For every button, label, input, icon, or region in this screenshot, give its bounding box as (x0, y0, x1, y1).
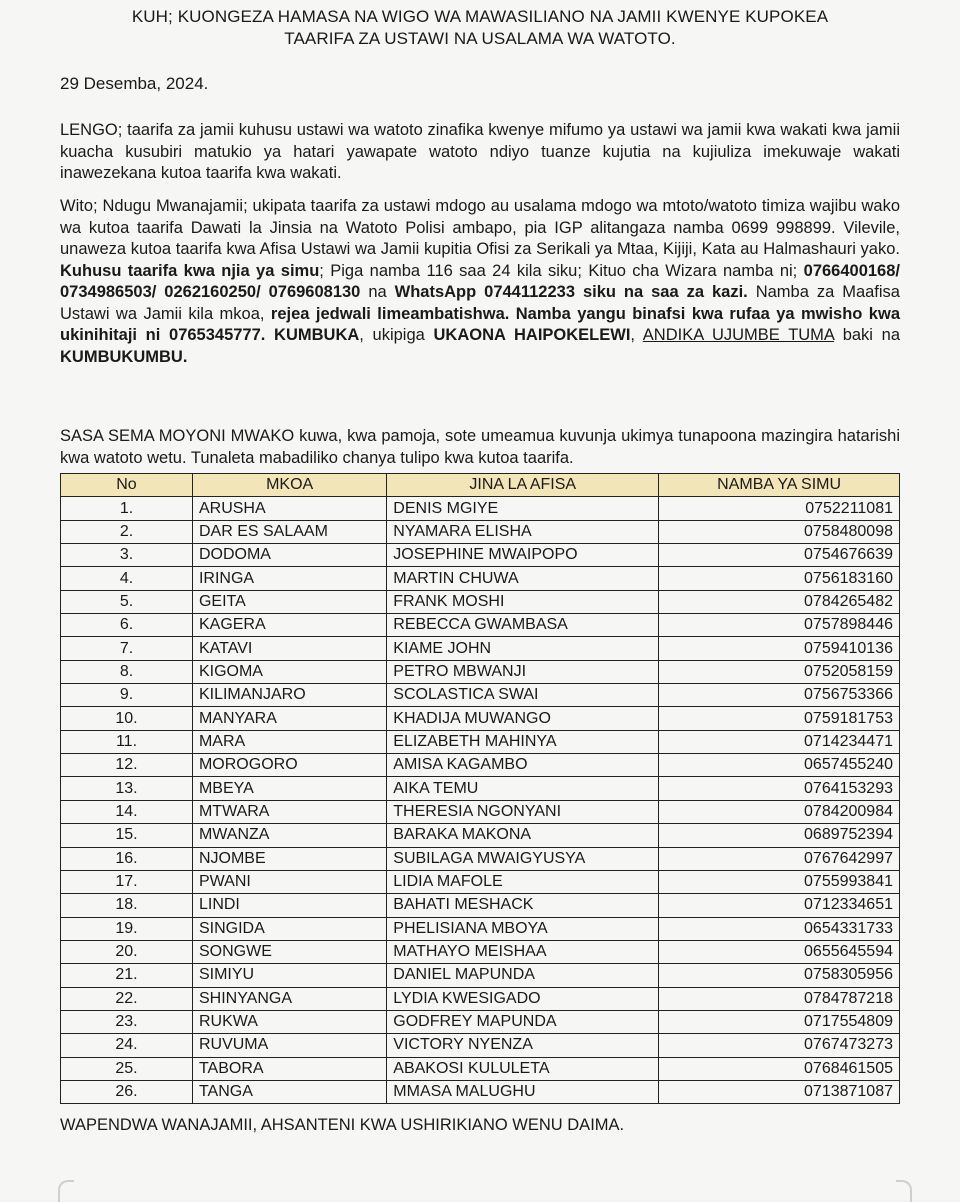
officer-name-cell: SUBILAGA MWAIGYUSYA (387, 847, 659, 870)
region-cell: LINDI (192, 894, 386, 917)
officer-name-cell: BAHATI MESHACK (387, 894, 659, 917)
table-row (61, 870, 900, 893)
region-cell: RUVUMA (192, 1034, 386, 1057)
region-cell: DODOMA (192, 544, 386, 567)
region-cell: MANYARA (192, 707, 386, 730)
row-number: 5. (61, 590, 193, 613)
region-cell: TANGA (192, 1080, 386, 1103)
lengo-paragraph (60, 120, 900, 185)
phone-cell: 0757898446 (659, 614, 900, 637)
row-number: 16. (61, 847, 193, 870)
table-row (61, 1057, 900, 1080)
phone-cell: 0754676639 (659, 544, 900, 567)
row-number: 15. (61, 824, 193, 847)
wito-paragraph (60, 196, 900, 368)
row-number: 21. (61, 964, 193, 987)
table-row (61, 754, 900, 777)
wito-text: Namba za Maafisa Ustawi wa Jamii kila mkoa, (60, 283, 900, 323)
row-number: 23. (61, 1010, 193, 1033)
row-number: 4. (61, 567, 193, 590)
row-number: 12. (61, 754, 193, 777)
region-cell: RUKWA (192, 1010, 386, 1033)
region-cell: IRINGA (192, 567, 386, 590)
table-row (61, 894, 900, 917)
record-note: KUMBUKUMBU. (60, 347, 188, 366)
officer-name-cell: GODFREY MAPUNDA (387, 1010, 659, 1033)
phone-cell: 0655645594 (659, 940, 900, 963)
region-cell: TABORA (192, 1057, 386, 1080)
officer-name-cell: AMISA KAGAMBO (387, 754, 659, 777)
phone-cell: 0689752394 (659, 824, 900, 847)
wito-label: Wito; (60, 197, 98, 215)
region-cell: NJOMBE (192, 847, 386, 870)
row-number: 9. (61, 684, 193, 707)
officer-name-cell: ABAKOSI KULULETA (387, 1057, 659, 1080)
row-number: 18. (61, 894, 193, 917)
phone-cell: 0752058159 (659, 660, 900, 683)
region-cell: KATAVI (192, 637, 386, 660)
region-cell: KIGOMA (192, 660, 386, 683)
table-row (61, 567, 900, 590)
region-cell: MWANZA (192, 824, 386, 847)
table-row (61, 684, 900, 707)
region-cell: KAGERA (192, 614, 386, 637)
officer-name-cell: PHELISIANA MBOYA (387, 917, 659, 940)
table-row (61, 847, 900, 870)
officer-name-cell: JOSEPHINE MWAIPOPO (387, 544, 659, 567)
wito-text: ; Piga namba 116 saa 24 kila siku; Kituo cha Wizara namba ni; (319, 261, 804, 280)
table-body (61, 497, 900, 1104)
whatsapp-number: WhatsApp 0744112233 siku na saa za kazi. (394, 283, 748, 301)
region-cell: MTWARA (192, 800, 386, 823)
phone-cell: 0767473273 (659, 1034, 900, 1057)
wito-phone-heading: Kuhusu taarifa kwa njia ya simu (60, 261, 320, 280)
row-number: 13. (61, 777, 193, 800)
column-header-simu: NAMBA YA SIMU (659, 474, 900, 497)
document-title (60, 6, 900, 50)
column-header-afisa: JINA LA AFISA (387, 474, 659, 497)
row-number: 8. (61, 660, 193, 683)
officer-name-cell: MARTIN CHUWA (387, 567, 659, 590)
officer-name-cell: AIKA TEMU (387, 777, 659, 800)
officer-name-cell: KHADIJA MUWANGO (387, 707, 659, 730)
region-cell: MARA (192, 730, 386, 753)
frame-corner (896, 1180, 912, 1202)
region-cell: SIMIYU (192, 964, 386, 987)
row-number: 25. (61, 1057, 193, 1080)
row-number: 24. (61, 1034, 193, 1057)
wito-text: na (360, 283, 395, 301)
phone-cell: 0759410136 (659, 637, 900, 660)
wito-text: baki na (834, 326, 901, 344)
row-number: 14. (61, 800, 193, 823)
officer-name-cell: PETRO MBWANJI (387, 660, 659, 683)
phone-cell: 0759181753 (659, 707, 900, 730)
region-cell: MBEYA (192, 777, 386, 800)
wito-text: , (630, 326, 643, 344)
table-row (61, 1080, 900, 1103)
officer-name-cell: THERESIA NGONYANI (387, 800, 659, 823)
officer-name-cell: NYAMARA ELISHA (387, 520, 659, 543)
table-row (61, 707, 900, 730)
row-number: 19. (61, 917, 193, 940)
row-number: 26. (61, 1080, 193, 1103)
officer-name-cell: DANIEL MAPUNDA (387, 964, 659, 987)
officer-name-cell: ELIZABETH MAHINYA (387, 730, 659, 753)
officer-name-cell: DENIS MGIYE (387, 497, 659, 520)
closing-note: WAPENDWA WANAJAMII, AHSANTENI KWA USHIRIKIANO WENU DAIMA. (60, 1116, 625, 1134)
column-header-mkoa: MKOA (192, 474, 386, 497)
officer-name-cell: LYDIA KWESIGADO (387, 987, 659, 1010)
phone-cell: 0752211081 (659, 497, 900, 520)
phone-cell: 0654331733 (659, 917, 900, 940)
region-cell: DAR ES SALAAM (192, 520, 386, 543)
column-header-no: No (61, 474, 193, 497)
region-cell: GEITA (192, 590, 386, 613)
frame-corner (58, 1180, 74, 1202)
officer-name-cell: REBECCA GWAMBASA (387, 614, 659, 637)
table-row (61, 1010, 900, 1033)
phone-cell: 0764153293 (659, 777, 900, 800)
phone-cell: 0758480098 (659, 520, 900, 543)
phone-cell: 0717554809 (659, 1010, 900, 1033)
lengo-text: taarifa za jamii kuhusu ustawi wa watoto zinafika kwenye mifumo ya ustawi wa jamii kwa wakati kwa jamii kuacha kusubiri matukio ya hatari yawapate watoto ndiyo tuanze kujutia na kujiuliza imekuwaje wakati inawezekana kutoa taarifa kwa wakati. (60, 121, 900, 182)
row-number: 2. (61, 520, 193, 543)
row-number: 10. (61, 707, 193, 730)
table-row (61, 637, 900, 660)
phone-cell: 0756753366 (659, 684, 900, 707)
officer-name-cell: MATHAYO MEISHAA (387, 940, 659, 963)
table-row (61, 520, 900, 543)
table-row (61, 1034, 900, 1057)
phone-cell: 0712334651 (659, 894, 900, 917)
ministry-numbers: 0766400168/ 0734986503/ 0262160250/ 0769608130 (60, 261, 900, 301)
send-message-note: ANDIKA UJUMBE TUMA (642, 326, 835, 344)
table-row (61, 544, 900, 567)
table-row (61, 940, 900, 963)
officers-table (60, 473, 900, 1104)
phone-cell: 0784787218 (659, 987, 900, 1010)
officer-name-cell: SCOLASTICA SWAI (387, 684, 659, 707)
title-line-1: KUH; KUONGEZA HAMASA NA WIGO WA MAWASILIANO NA JAMII KWENYE KUPOKEA (131, 7, 829, 26)
table-header-row (61, 474, 900, 497)
region-cell: PWANI (192, 870, 386, 893)
document-date: 29 Desemba, 2024. (60, 74, 209, 93)
lengo-label: LENGO; (60, 121, 123, 139)
table-row (61, 777, 900, 800)
region-cell: SONGWE (192, 940, 386, 963)
table-row (61, 964, 900, 987)
officer-name-cell: VICTORY NYENZA (387, 1034, 659, 1057)
row-number: 11. (61, 730, 193, 753)
row-number: 17. (61, 870, 193, 893)
officer-name-cell: KIAME JOHN (387, 637, 659, 660)
table-row (61, 590, 900, 613)
table-row (61, 824, 900, 847)
phone-cell: 0767642997 (659, 847, 900, 870)
phone-cell: 0657455240 (659, 754, 900, 777)
region-cell: SINGIDA (192, 917, 386, 940)
wito-text: Ndugu Mwanajamii; ukipata taarifa za ustawi mdogo au usalama mdogo wa mtoto/watoto timiza wajibu wako wa kutoa taarifa Dawati la Jinsia na Watoto Polisi ambapo, pia IGP alitangaza namba 0699 998899. Vilevile, unaweza kutoa taarifa kwa Afisa Ustawi wa Jamii kupitia Ofisi za Serikali ya Mtaa, Kijiji, Kata au Halmashauri yako. (60, 197, 900, 258)
title-line-2: TAARIFA ZA USTAWI NA USALAMA WA WATOTO. (284, 29, 676, 48)
phone-cell: 0758305956 (659, 964, 900, 987)
officer-name-cell: BARAKA MAKONA (387, 824, 659, 847)
row-number: 7. (61, 637, 193, 660)
phone-cell: 0714234471 (659, 730, 900, 753)
row-number: 20. (61, 940, 193, 963)
table-row (61, 660, 900, 683)
region-cell: ARUSHA (192, 497, 386, 520)
row-number: 3. (61, 544, 193, 567)
table-row (61, 614, 900, 637)
wito-text: , ukipiga (359, 326, 434, 344)
table-row (61, 730, 900, 753)
row-number: 1. (61, 497, 193, 520)
phone-cell: 0784200984 (659, 800, 900, 823)
unanswered-note: UKAONA HAIPOKELEWI (433, 326, 631, 344)
sasa-paragraph: SASA SEMA MOYONI MWAKO kuwa, kwa pamoja, sote umeamua kuvunja ukimya tunapoona mazingira hatarishi kwa watoto wetu. Tunaleta mabadiliko chanya tulipo kwa kutoa taarifa. (60, 427, 900, 467)
table-row (61, 800, 900, 823)
referral-note: rejea jedwali limeambatishwa. Namba yangu binafsi kwa rufaa ya mwisho kwa ukinihitaji ni 0765345777. KUMBUKA (60, 304, 900, 344)
officer-name-cell: FRANK MOSHI (387, 590, 659, 613)
phone-cell: 0713871087 (659, 1080, 900, 1103)
row-number: 22. (61, 987, 193, 1010)
region-cell: SHINYANGA (192, 987, 386, 1010)
table-row (61, 987, 900, 1010)
phone-cell: 0768461505 (659, 1057, 900, 1080)
row-number: 6. (61, 614, 193, 637)
table-row (61, 917, 900, 940)
phone-cell: 0755993841 (659, 870, 900, 893)
region-cell: MOROGORO (192, 754, 386, 777)
phone-cell: 0784265482 (659, 590, 900, 613)
officer-name-cell: LIDIA MAFOLE (387, 870, 659, 893)
officer-name-cell: MMASA MALUGHU (387, 1080, 659, 1103)
table-row (61, 497, 900, 520)
phone-cell: 0756183160 (659, 567, 900, 590)
region-cell: KILIMANJARO (192, 684, 386, 707)
